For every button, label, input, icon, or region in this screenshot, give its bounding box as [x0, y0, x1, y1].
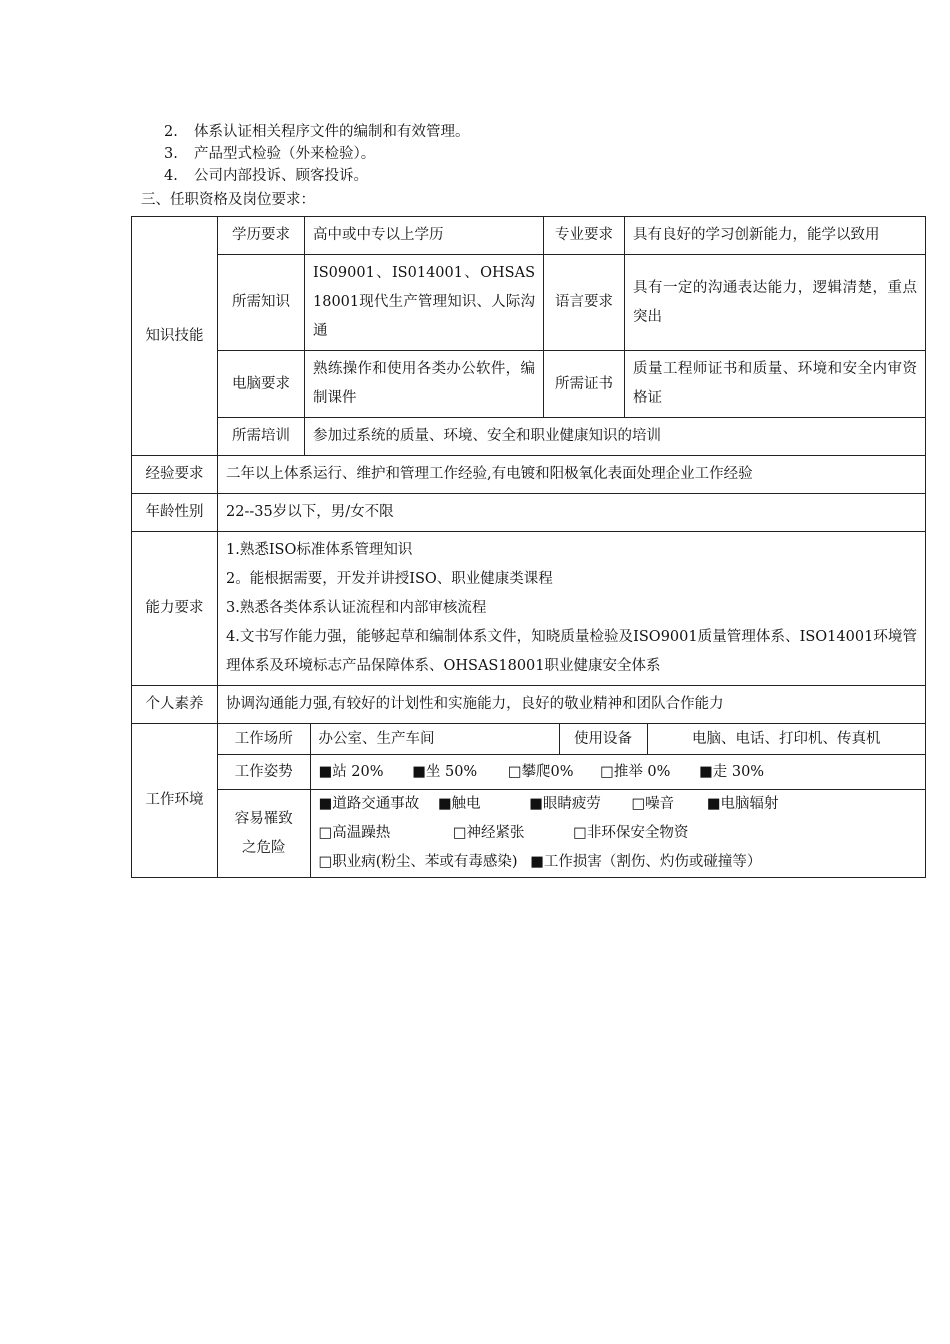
list-item: [164, 143, 470, 165]
hazard-value: [310, 790, 925, 878]
environment-table: [218, 724, 925, 877]
environment-block: [218, 724, 926, 878]
ability-value: [218, 532, 926, 686]
hazard-option: □职业病(粉尘、苯或有毒感染): [318, 854, 518, 870]
education-label: 学历要求: [218, 217, 305, 255]
hazard-option: □噪音: [631, 796, 675, 812]
posture-option: ■站 20%: [318, 764, 384, 780]
hazard-option: □非环保安全物资: [573, 825, 689, 841]
ability-line: 4.文书写作能力强，能够起草和编制体系文件，知晓质量检验及ISO9001质量管理体系、ISO14001环境管理体系及环境标志产品保障体系、OHSAS18001职业健康安全体系: [226, 629, 917, 674]
hazard-option: ■电脑辐射: [706, 796, 779, 812]
hazard-line: [319, 848, 918, 877]
table-row: [132, 494, 926, 532]
equipment-value: 电脑、电话、打印机、传真机: [647, 724, 925, 755]
experience-label: 经验要求: [132, 456, 218, 494]
cert-value: 质量工程师证书和质量、环境和安全内审资格证: [625, 351, 926, 418]
posture-option: □攀爬0%: [507, 764, 574, 780]
table-row: [132, 351, 926, 418]
hazard-option: ■眼睛疲劳: [529, 796, 601, 812]
table-row: [132, 418, 926, 456]
place-value: 办公室、生产车间: [310, 724, 559, 755]
item-number: 2.: [164, 124, 178, 140]
table-row: [132, 724, 926, 878]
education-value: 高中或中专以上学历: [305, 217, 544, 255]
table-row: [218, 755, 925, 790]
major-label: 专业要求: [544, 217, 625, 255]
hazard-label-text: 容易罹致之危险: [234, 810, 293, 856]
item-text: 公司内部投诉、顾客投诉。: [194, 168, 368, 184]
personal-value: 协调沟通能力强,有较好的计划性和实施能力，良好的敬业精神和团队合作能力: [218, 686, 926, 724]
table-row: [132, 217, 926, 255]
table-row: [218, 724, 925, 755]
item-number: 3.: [164, 146, 178, 162]
hazard-option: ■道路交通事故: [318, 796, 420, 812]
hazard-option: ■触电: [437, 796, 481, 812]
equipment-label: 使用设备: [559, 724, 647, 755]
posture-option: ■走 30%: [699, 764, 765, 780]
language-value: 具有一定的沟通表达能力，逻辑清楚，重点突出: [625, 255, 926, 351]
hazard-option: □高温躁热: [318, 825, 391, 841]
duty-list: [164, 121, 470, 187]
hazard-line: [319, 790, 918, 819]
list-item: [164, 121, 470, 143]
item-text: 产品型式检验（外来检验）。: [194, 146, 376, 162]
hazard-option: ■工作损害（割伤、灼伤或碰撞等）: [530, 854, 762, 870]
posture-option: ■坐 50%: [412, 764, 478, 780]
cert-label: 所需证书: [544, 351, 625, 418]
personal-label: 个人素养: [132, 686, 218, 724]
ability-line: 3.熟悉各类体系认证流程和内部审核流程: [226, 600, 487, 616]
knowledge-req-label: 所需知识: [218, 255, 305, 351]
experience-value: 二年以上体系运行、维护和管理工作经验,有电镀和阳极氧化表面处理企业工作经验: [218, 456, 926, 494]
item-number: 4.: [164, 168, 178, 184]
posture-value: [310, 755, 925, 790]
qualification-table: [131, 216, 926, 878]
computer-label: 电脑要求: [218, 351, 305, 418]
hazard-line: [319, 819, 918, 848]
computer-value: 熟练操作和使用各类办公软件，编制课件: [305, 351, 544, 418]
table-row: [218, 790, 925, 878]
hazard-option: □神经紧张: [452, 825, 525, 841]
table-row: [132, 686, 926, 724]
age-label: 年龄性别: [132, 494, 218, 532]
training-value: 参加过系统的质量、环境、安全和职业健康知识的培训: [305, 418, 926, 456]
ability-line: 1.熟悉ISO标准体系管理知识: [226, 542, 413, 558]
posture-label: 工作姿势: [218, 755, 310, 790]
section-title: 三、任职资格及岗位要求：: [141, 192, 315, 208]
item-text: 体系认证相关程序文件的编制和有效管理。: [194, 124, 470, 140]
hazard-label: [218, 790, 310, 878]
age-value: 22--35岁以下，男/女不限: [218, 494, 926, 532]
list-item: [164, 165, 470, 187]
table-row: [132, 456, 926, 494]
language-label: 语言要求: [544, 255, 625, 351]
training-label: 所需培训: [218, 418, 305, 456]
major-value: 具有良好的学习创新能力，能学以致用: [625, 217, 926, 255]
table-row: [132, 255, 926, 351]
ability-label: 能力要求: [132, 532, 218, 686]
knowledge-label: 知识技能: [132, 217, 218, 456]
table-row: [132, 532, 926, 686]
ability-line: 2。能根据需要，开发并讲授ISO、职业健康类课程: [226, 571, 553, 587]
place-label: 工作场所: [218, 724, 310, 755]
knowledge-req-value: IS09001、IS014001、OHSAS18001现代生产管理知识、人际沟通: [305, 255, 544, 351]
posture-option: □推举 0%: [600, 764, 671, 780]
environment-label: 工作环境: [132, 724, 218, 878]
